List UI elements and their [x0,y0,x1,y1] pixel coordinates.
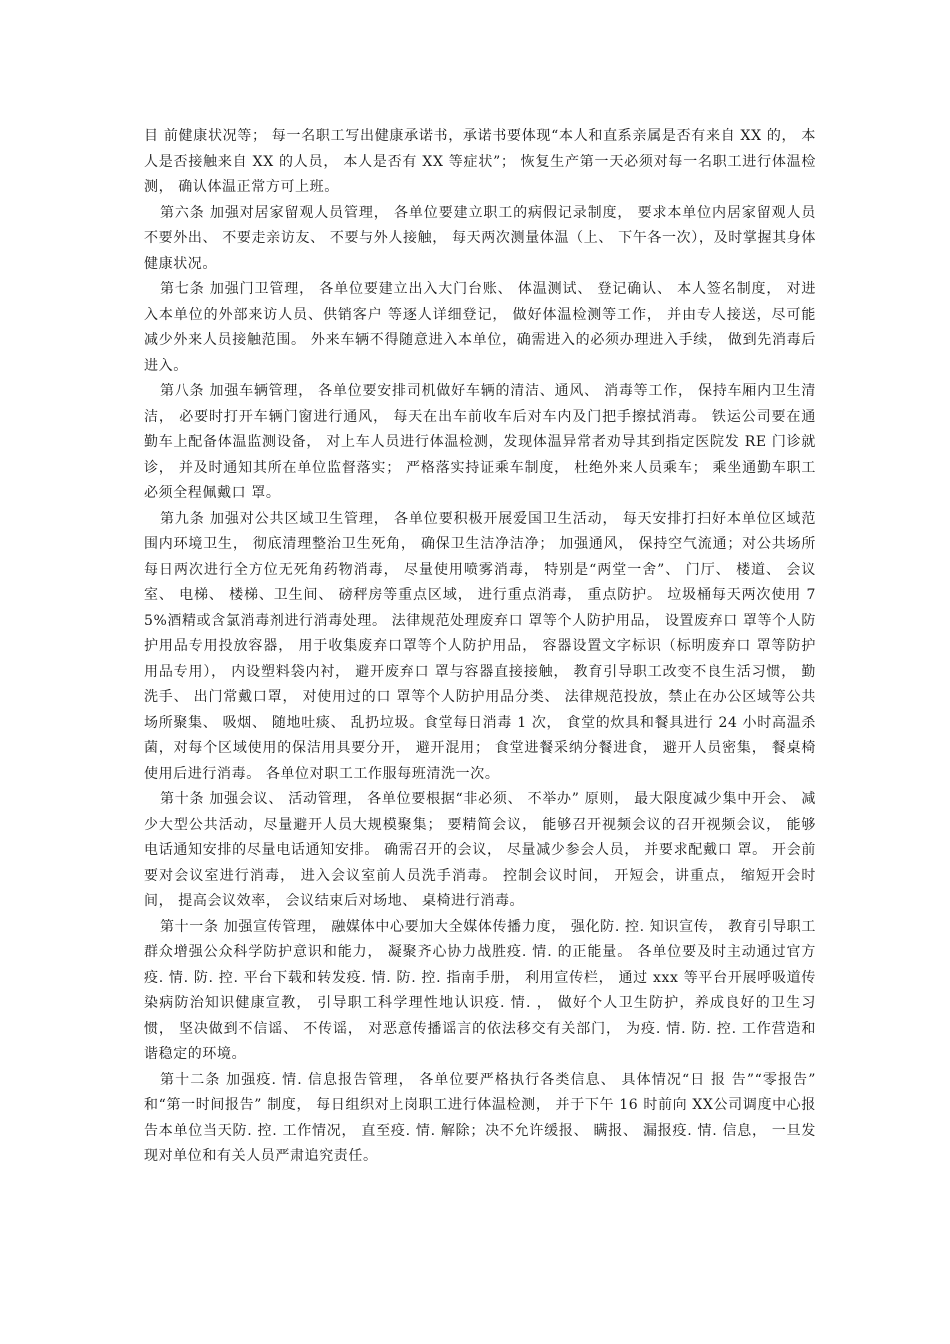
paragraph-article-8: 第八条 加强车辆管理， 各单位要安排司机做好车辆的清洁、通风、 消毒等工作， 保持车厢内卫生清洁， 必要时打开车辆门窗进行通风， 每天在出车前收车后对车内及门把手擦拭消毒。 铁运公司要在通勤车上配备体温监测设备， 对上车人员进行体温检测，发现体温异常者劝导其到指定医院发 RE 门诊就诊， 并及时通知其所在单位监督落实； 严格落实持证乘车制度， 杜绝外来人员乘车； 乘坐通勤车职工必须全程佩戴口 罩。 [144,383,816,501]
document-body [144,124,816,1170]
paragraph-article-9: 第九条 加强对公共区域卫生管理， 各单位要积极开展爱国卫生活动， 每天安排打扫好本单位区域范围内环境卫生， 彻底清理整治卫生死角， 确保卫生洁净洁净； 加强通风， 保持空气流通；对公共场所每日两次进行全方位无死角药物消毒， 尽量使用喷雾消毒， 特别是“两堂一舍”、 门厅、 楼道、 会议室、 电梯、 楼梯、卫生间、 磅秤房等重点区域， 进行重点消毒， 重点防护。 垃圾桶每天两次使用 75%酒精或含氯消毒剂进行消毒处理。 法律规范处理废弃口 罩等个人防护用品， 设置废弃口 罩等个人防护用品专用投放容器， 用于收集废弃口罩等个人防护用品， 容器设置文字标识（标明废弃口 罩等防护用品专用）， 内设塑料袋内衬， 避开废弃口 罩与容器直接接触， 教育引导职工改变不良生活习惯， 勤洗手、 出门常戴口罩， 对使用过的口 罩等个人防护用品分类、 法律规范投放，禁止在办公区域等公共场所聚集、 吸烟、 随地吐痰、 乱扔垃圾。食堂每日消毒 1 次， 食堂的炊具和餐具进行 24 小时高温杀菌，对每个区域使用的保洁用具要分开， 避开混用； 食堂进餐采纳分餐进食， 避开人员密集， 餐桌椅使用后进行消毒。 各单位对职工工作服每班清洗一次。 [144,510,816,782]
paragraph-continuation: 目 前健康状况等； 每一名职工写出健康承诺书，承诺书要体现“本人和直系亲属是否有来自 XX 的， 本人是否接触来自 XX 的人员， 本人是否有 XX 等症状”； 恢复生产第一天必须对每一名职工进行体温检测， 确认体温正常方可上班。 [144,128,816,195]
paragraph-article-6: 第六条 加强对居家留观人员管理， 各单位要建立职工的病假记录制度， 要求本单位内居家留观人员不要外出、 不要走亲访友、 不要与外人接触， 每天两次测量体温（上、 下午各一次），及时掌握其身体健康状况。 [144,204,816,272]
paragraph-article-10: 第十条 加强会议、 活动管理， 各单位要根据“非必须、 不举办” 原则， 最大限度减少集中开会、 减少大型公共活动，尽量避开人员大规模聚集； 要精简会议， 能够召开视频会议的召开视频会议， 能够电话通知安排的尽量电话通知安排。 确需召开的会议， 尽量减少参会人员， 并要求配戴口 罩。 开会前要对会议室进行消毒， 进入会议室前人员洗手消毒。 控制会议时间， 开短会，讲重点， 缩短开会时间， 提高会议效率， 会议结束后对场地、 桌椅进行消毒。 [144,791,816,909]
paragraph-article-11: 第十一条 加强宣传管理， 融媒体中心要加大全媒体传播力度， 强化防. 控. 知识宣传， 教育引导职工群众增强公众科学防护意识和能力， 凝聚齐心协力战胜疫. 情. 的正能量。 各单位要及时主动通过官方疫. 情. 防. 控. 平台下载和转发疫. 情. 防. 控. 指南手册， 利用宣传栏， 通过 xxx 等平台开展呼吸道传染病防治知识健康宣教， 引导职工科学理性地认识疫. 情. ， 做好个人卫生防护，养成良好的卫生习惯， 坚决做到不信谣、 不传谣， 对恶意传播谣言的依法移交有关部门， 为疫. 情. 防. 控. 工作营造和谐稳定的环境。 [144,918,816,1062]
paragraph-article-7: 第七条 加强门卫管理， 各单位要建立出入大门台账、 体温测试、 登记确认、 本人签名制度， 对进入本单位的外部来访人员、供销客户 等逐人详细登记， 做好体温检测等工作， 并由专人接送，尽可能减少外来人员接触范围。 外来车辆不得随意进入本单位，确需进入的必须办理进入手续， 做到先消毒后进入。 [144,281,816,374]
paragraph-article-12: 第十二条 加强疫. 情. 信息报告管理， 各单位要严格执行各类信息、 具体情况“日 报 告”“零报告” 和“第一时间报告” 制度， 每日组织对上岗职工进行体温检测， 并于下午 16 时前向 XX公司调度中心报告本单位当天防. 控. 工作情况， 直至疫. 情. 解除；决不允许缓报、 瞒报、 漏报疫. 情. 信息， 一旦发现对单位和有关人员严肃追究责任。 [144,1071,816,1164]
